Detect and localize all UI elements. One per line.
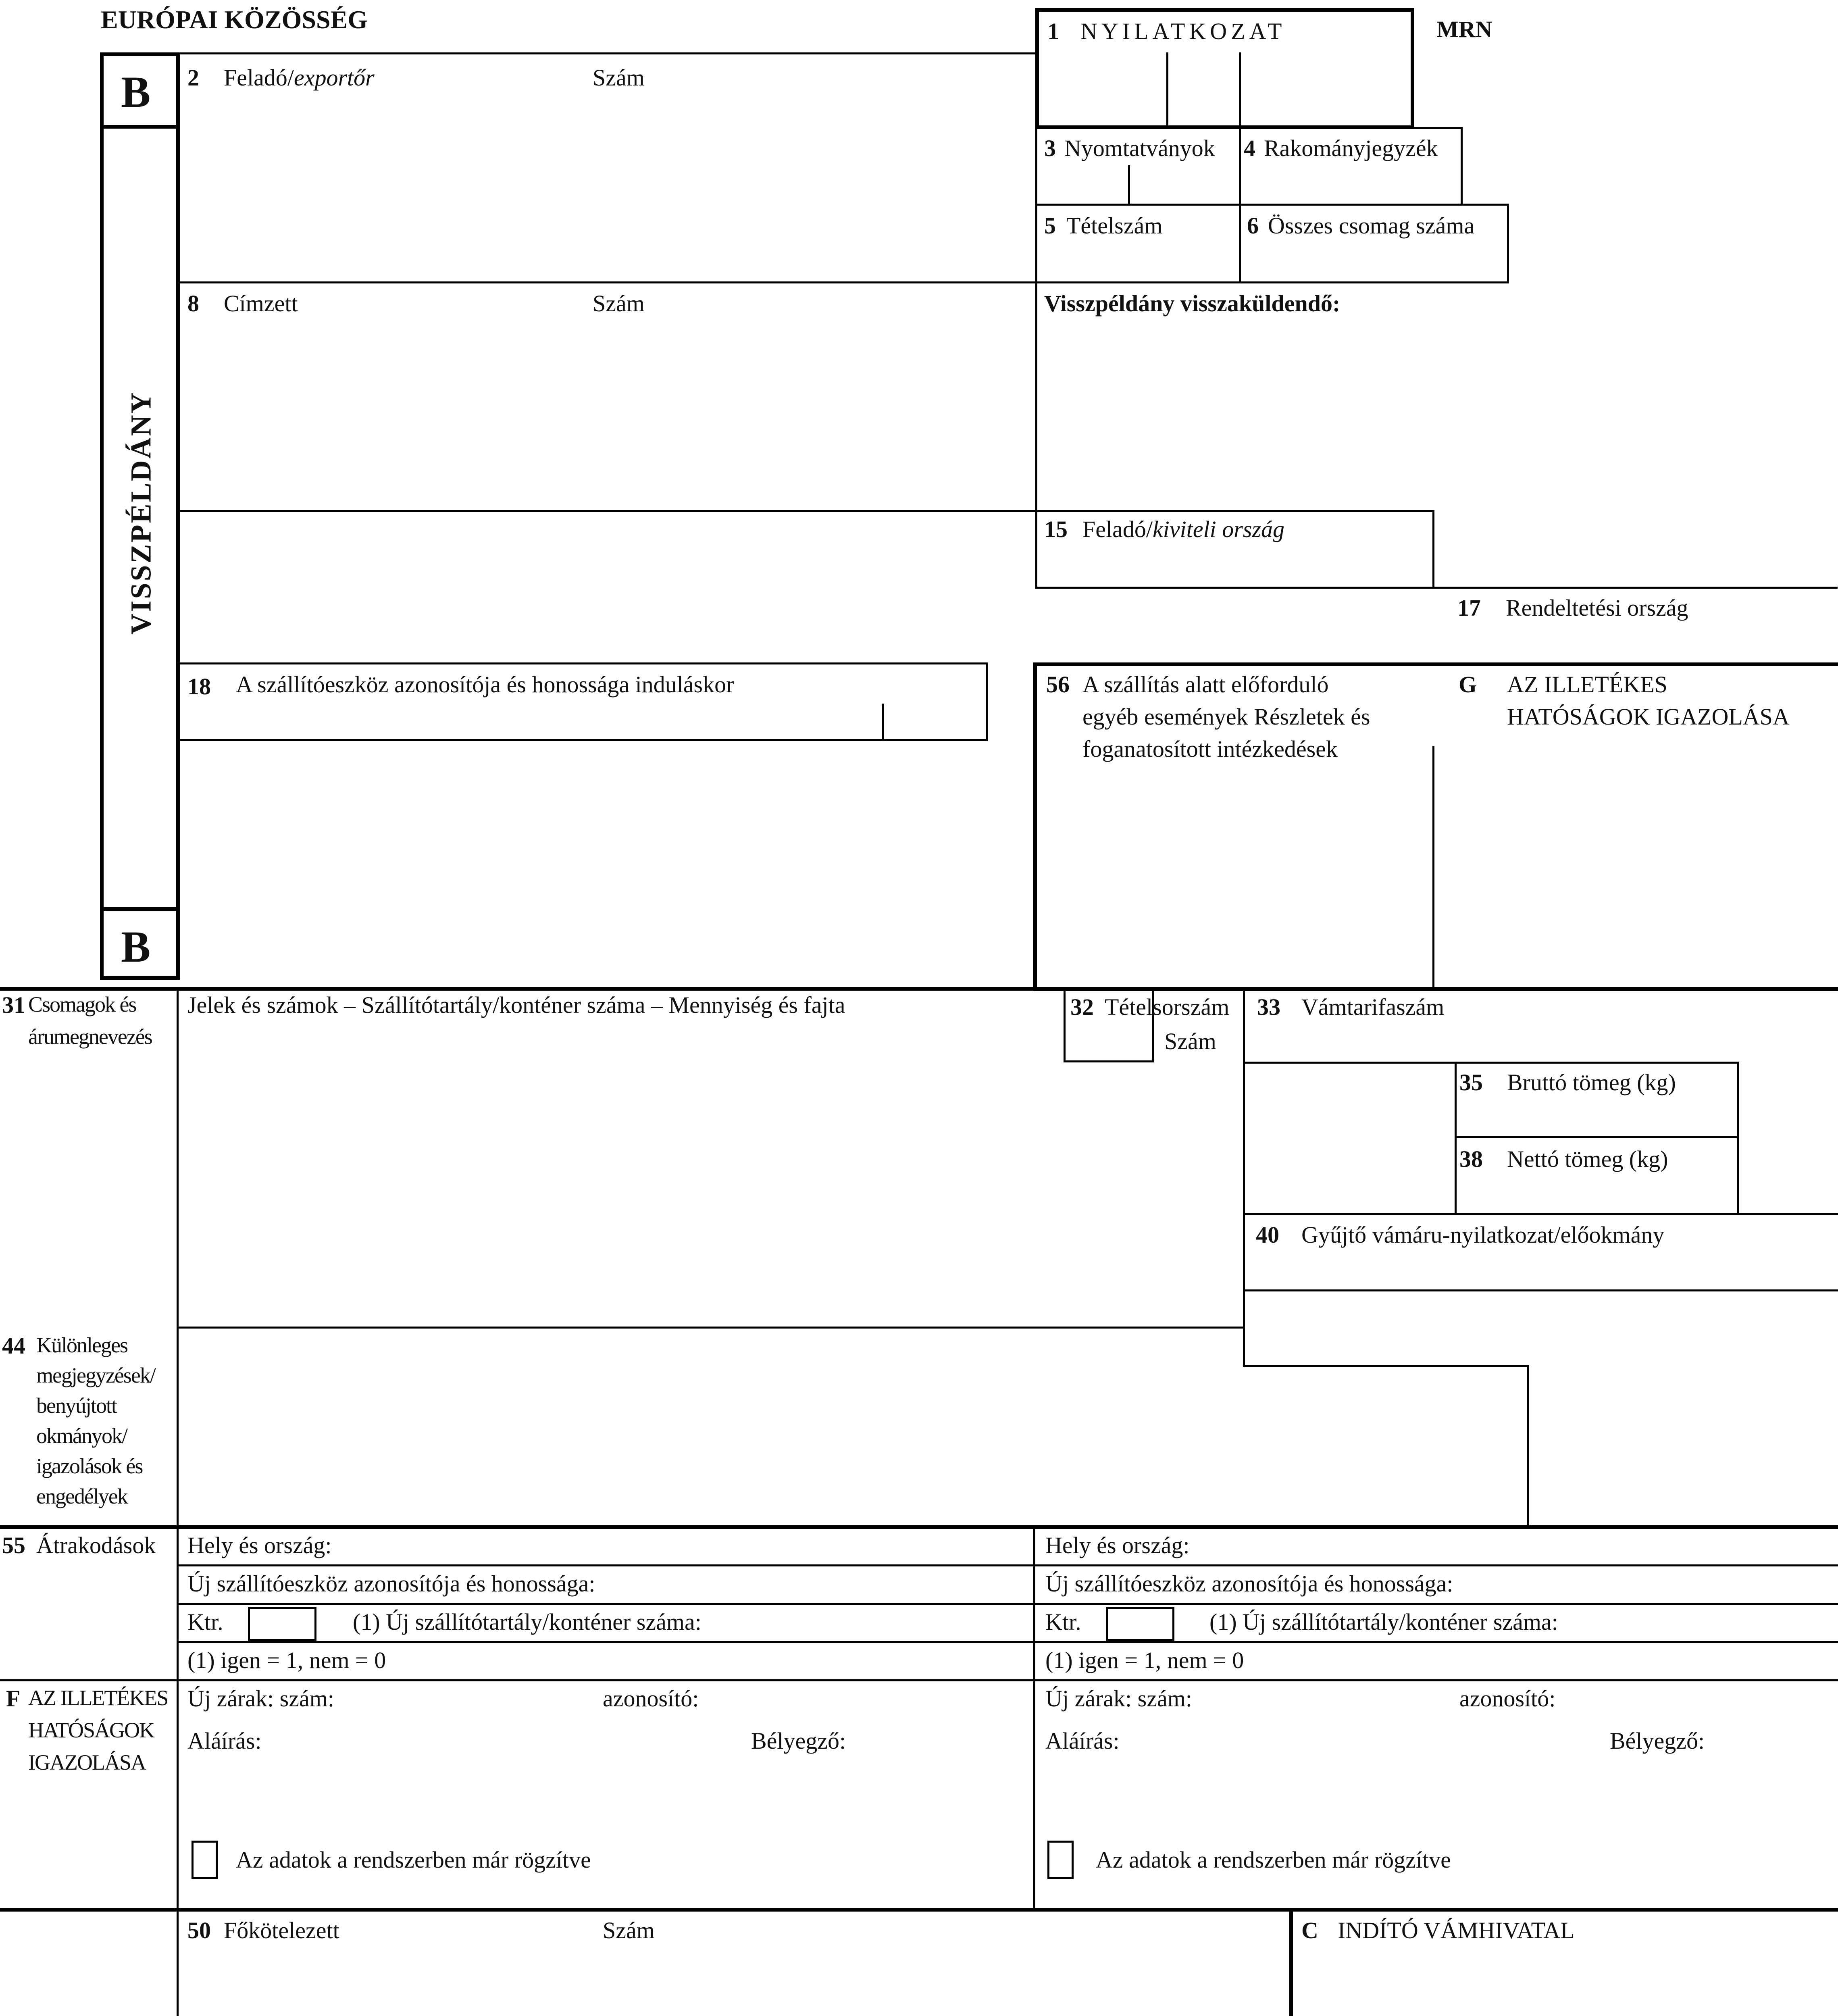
box-50-label: Főkötelezett xyxy=(224,1917,339,1943)
divider xyxy=(1455,1136,1739,1138)
box-g-line1: AZ ILLETÉKES xyxy=(1507,671,1667,698)
divider xyxy=(1432,746,1434,988)
box-44-line: engedélyek xyxy=(36,1484,127,1508)
box-c-label: INDÍTÓ VÁMHIVATAL xyxy=(1338,1917,1575,1943)
box-56-line1: A szállítás alatt előforduló xyxy=(1082,671,1329,698)
divider xyxy=(177,1327,1245,1329)
divider xyxy=(1243,1062,1739,1064)
divider xyxy=(1035,52,1037,589)
ktr-right: Ktr. xyxy=(1045,1609,1081,1635)
divider xyxy=(1461,127,1463,206)
box-56-line3: foganatosított intézkedések xyxy=(1082,736,1338,762)
divider xyxy=(1035,204,1509,206)
divider xyxy=(1455,1062,1457,1215)
box-g-line2: HATÓSÁGOK IGAZOLÁSA xyxy=(1507,704,1790,730)
box-5-label: Tételszám xyxy=(1066,212,1163,239)
stamp-left: Bélyegző: xyxy=(751,1728,846,1754)
box-c-letter: C xyxy=(1301,1917,1318,1943)
box-2-label-italic: exportőr xyxy=(293,65,375,91)
ktr-box-right[interactable] xyxy=(1106,1607,1174,1641)
divider xyxy=(1737,1062,1739,1215)
new-container-left: (1) Új szállítótartály/konténer száma: xyxy=(353,1609,701,1635)
divider xyxy=(1035,127,1463,129)
signature-right: Aláírás: xyxy=(1045,1728,1120,1754)
box-31-line1: Csomagok és xyxy=(28,992,136,1016)
box-56-num: 56 xyxy=(1046,671,1070,698)
box-g-letter: G xyxy=(1459,671,1477,698)
box-f-line3: IGAZOLÁSA xyxy=(28,1750,146,1774)
divider xyxy=(1527,1365,1529,1526)
box-3-num: 3 xyxy=(1044,135,1056,161)
place-country-left: Hely és ország: xyxy=(187,1532,332,1558)
vertical-copy-label: VISSZPÉLDÁNY xyxy=(125,391,157,635)
divider xyxy=(177,1909,179,2016)
divider xyxy=(177,1603,1838,1605)
box-32-label: Tételsorszám xyxy=(1105,994,1230,1020)
new-seals-left: Új zárak: szám: xyxy=(187,1685,334,1712)
return-to-label: Visszpéldány visszaküldendő: xyxy=(1044,290,1341,317)
box-4-num: 4 xyxy=(1244,135,1255,161)
divider xyxy=(1432,510,1434,589)
recorded-checkbox-right[interactable] xyxy=(1047,1841,1074,1879)
copy-letter-top: B xyxy=(121,67,151,117)
divider xyxy=(1239,52,1241,129)
divider xyxy=(1035,510,1434,512)
divider xyxy=(177,281,1037,283)
box-35-label: Bruttó tömeg (kg) xyxy=(1507,1069,1676,1095)
box-44-num: 44 xyxy=(2,1333,25,1359)
divider xyxy=(177,1564,1838,1566)
divider xyxy=(1289,1909,1293,2016)
divider xyxy=(177,1641,1838,1643)
box-40-num: 40 xyxy=(1256,1222,1279,1248)
identifier-left: azonosító: xyxy=(603,1685,699,1712)
divider xyxy=(100,907,180,911)
divider xyxy=(1243,1213,1838,1215)
box-32-num: 32 xyxy=(1070,994,1094,1020)
box-f-letter: F xyxy=(6,1685,21,1712)
box-6-num: 6 xyxy=(1247,212,1259,239)
divider xyxy=(1166,52,1168,129)
ktr-left: Ktr. xyxy=(187,1609,223,1635)
box-15-num: 15 xyxy=(1044,516,1068,542)
box-32-szam: Szám xyxy=(1164,1028,1216,1054)
divider xyxy=(0,1525,1838,1529)
divider xyxy=(0,1908,1838,1912)
ktr-box-left[interactable] xyxy=(248,1607,316,1641)
box-31-num: 31 xyxy=(2,992,25,1018)
box-f-line2: HATÓSÁGOK xyxy=(28,1718,154,1742)
box-50-num: 50 xyxy=(187,1917,211,1943)
new-seals-right: Új zárak: szám: xyxy=(1045,1685,1192,1712)
box-38-num: 38 xyxy=(1459,1146,1483,1172)
box-50-szam: Szám xyxy=(603,1917,655,1943)
divider xyxy=(177,52,1037,54)
box-5-num: 5 xyxy=(1044,212,1056,239)
box-3-label: Nyomtatványok xyxy=(1064,135,1215,161)
stamp-right: Bélyegző: xyxy=(1610,1728,1705,1754)
yes-no-left: (1) igen = 1, nem = 0 xyxy=(187,1647,386,1673)
box-55-label: Átrakodások xyxy=(36,1532,156,1558)
box-44-line: megjegyzések/ xyxy=(36,1363,155,1387)
box-44-line: benyújtott xyxy=(36,1393,117,1418)
box-1-num: 1 xyxy=(1047,18,1059,44)
mrn-label: MRN xyxy=(1436,16,1492,42)
box-44-line: Különleges xyxy=(36,1333,127,1357)
box-17-label: Rendeltetési ország xyxy=(1506,595,1688,621)
box-55-num: 55 xyxy=(2,1532,25,1558)
box-15-label-text: Feladó/ xyxy=(1082,516,1153,542)
divider xyxy=(1243,1365,1529,1367)
divider xyxy=(1035,587,1838,589)
divider xyxy=(1128,165,1130,206)
divider xyxy=(177,510,1037,512)
divider xyxy=(882,704,884,741)
divider xyxy=(177,988,179,1913)
box-8-szam: Szám xyxy=(593,290,645,317)
divider xyxy=(1243,1289,1838,1291)
copy-letter-bottom: B xyxy=(121,922,151,971)
box-2-szam: Szám xyxy=(593,65,645,91)
divider xyxy=(1033,1526,1035,1909)
box-38-label: Nettó tömeg (kg) xyxy=(1507,1146,1668,1172)
divider xyxy=(0,987,1838,991)
box-f-line1: AZ ILLETÉKES xyxy=(28,1686,168,1710)
box-6-label: Összes csomag száma xyxy=(1268,212,1475,239)
box-44-line: okmányok/ xyxy=(36,1424,127,1448)
divider xyxy=(0,1679,1838,1681)
yes-no-right: (1) igen = 1, nem = 0 xyxy=(1045,1647,1244,1673)
new-container-right: (1) Új szállítótartály/konténer száma: xyxy=(1209,1609,1558,1635)
box-18-num: 18 xyxy=(187,673,211,700)
box-2-label xyxy=(224,65,375,92)
new-vehicle-left: Új szállítóeszköz azonosítója és honossága: xyxy=(187,1570,595,1597)
box-17-num: 17 xyxy=(1457,595,1481,621)
box-8-num: 8 xyxy=(187,290,199,317)
box-33-num: 33 xyxy=(1257,994,1280,1020)
box-8-label: Címzett xyxy=(224,290,298,317)
box-2-label-text: Feladó/ xyxy=(224,65,294,91)
box-15-label-italic: kiviteli ország xyxy=(1152,516,1284,542)
divider xyxy=(100,125,180,129)
recorded-checkbox-left[interactable] xyxy=(192,1841,218,1879)
recorded-label-right: Az adatok a rendszerben már rögzítve xyxy=(1096,1847,1451,1873)
new-vehicle-right: Új szállítóeszköz azonosítója és honossága: xyxy=(1045,1570,1453,1597)
divider xyxy=(1507,204,1509,282)
declaration-label: NYILATKOZAT xyxy=(1080,18,1286,44)
divider xyxy=(1035,281,1509,283)
recorded-label-left: Az adatok a rendszerben már rögzítve xyxy=(236,1847,591,1873)
box-31-description: Jelek és számok – Szállítótartály/konténer száma – Mennyiség és fajta xyxy=(187,992,845,1018)
box-44-line: igazolások és xyxy=(36,1454,143,1478)
box-2-num: 2 xyxy=(187,65,199,91)
identifier-right: azonosító: xyxy=(1459,1685,1556,1712)
community-title: EURÓPAI KÖZÖSSÉG xyxy=(101,5,368,34)
box-18-label: A szállítóeszköz azonosítója és honossága induláskor xyxy=(236,671,734,698)
box-4-label: Rakományjegyzék xyxy=(1264,135,1438,161)
box-35-num: 35 xyxy=(1459,1069,1483,1095)
divider xyxy=(1243,988,1245,1365)
box-33-label: Vámtarifaszám xyxy=(1301,994,1445,1020)
box-15-label xyxy=(1082,516,1284,543)
place-country-right: Hely és ország: xyxy=(1045,1532,1190,1558)
box-31-line2: árumegnevezés xyxy=(28,1025,152,1049)
box-40-label: Gyűjtő vámáru-nyilatkozat/előokmány xyxy=(1301,1222,1665,1248)
signature-left: Aláírás: xyxy=(187,1728,262,1754)
box-56-line2: egyéb események Részletek és xyxy=(1082,704,1370,730)
